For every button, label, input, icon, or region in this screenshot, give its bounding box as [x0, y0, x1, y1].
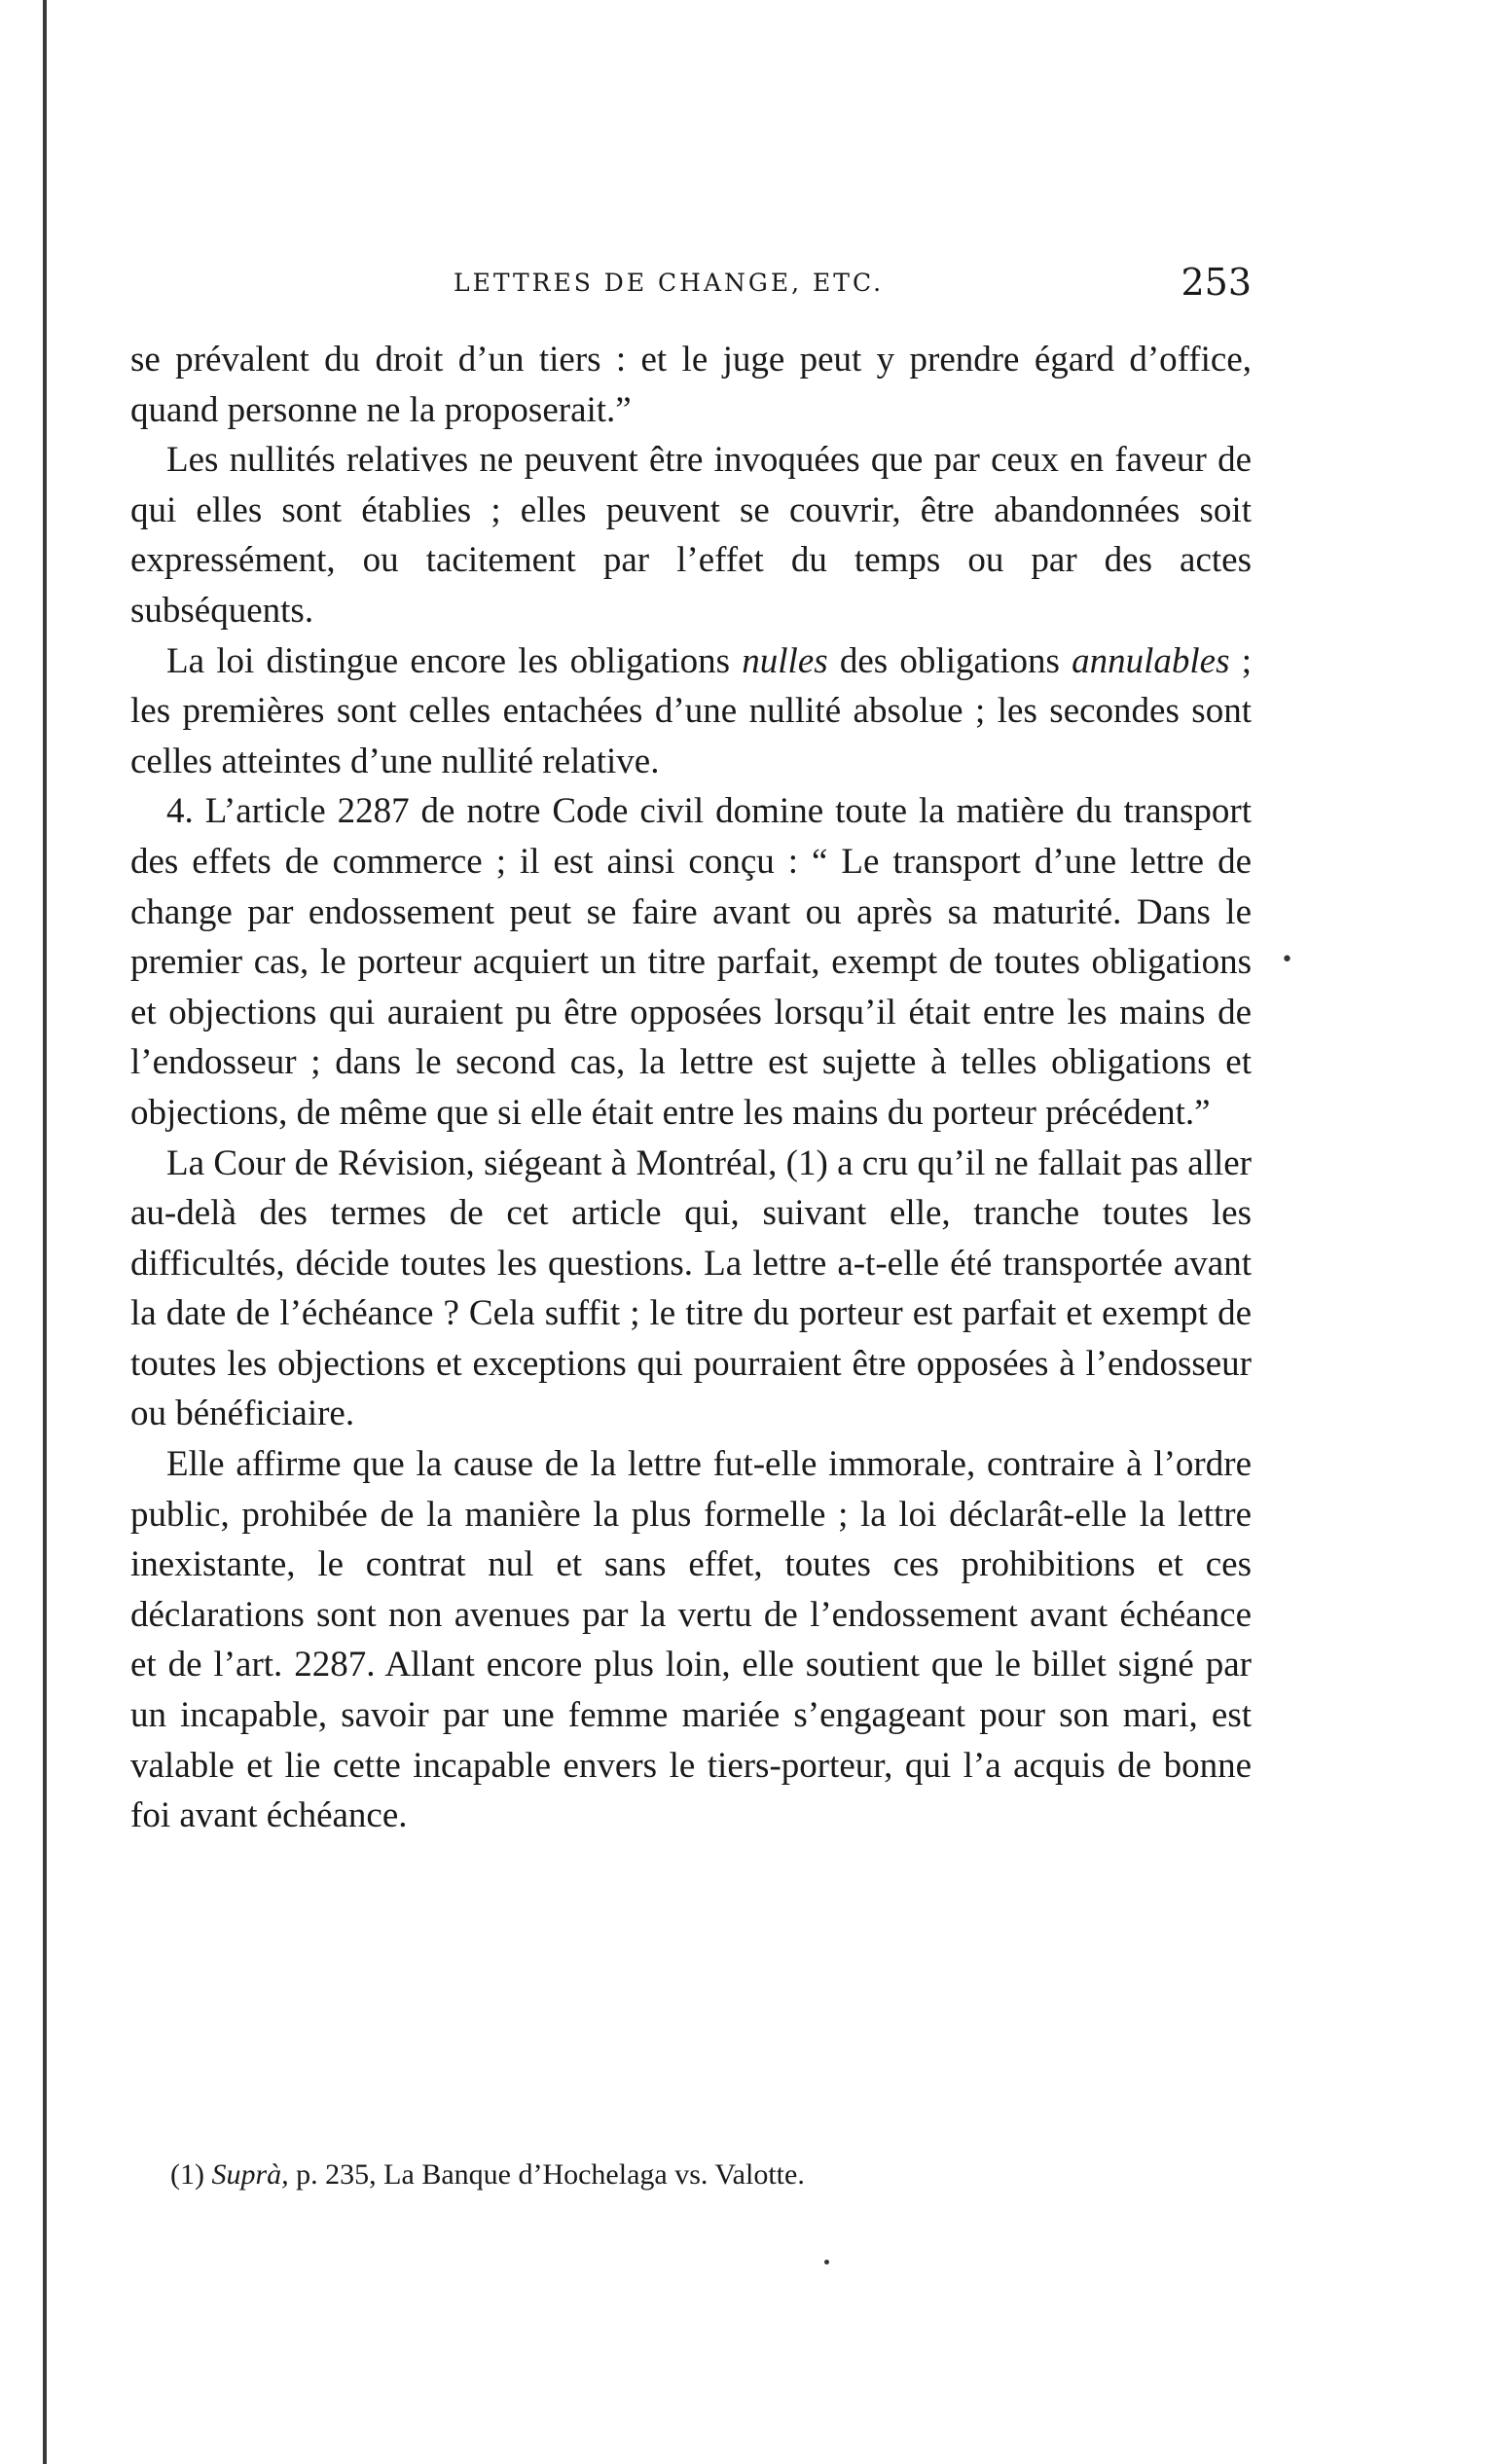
stray-dot — [824, 2260, 829, 2265]
paragraph-5: La Cour de Révision, siégeant à Montréal, (1) a cru qu’il ne fallait pas aller au-delà des termes de cet article qui, suivant elle, tranche toutes les difficultés, décide toutes les questions. La lettre a-t-elle été transportée avant la date de l’échéance ? Cela suffit ; le titre du porteur est parfait et exempt de toutes les objections et exceptions qui pourraient être opposées à l’endosseur ou bénéficiaire. — [130, 1142, 1252, 1434]
paragraph-2: Les nullités relatives ne peuvent être invoquées que par ceux en faveur de qui elles sont établies ; elles peuvent se couvrir, être abandonnées soit expressément, ou tacitement par l’effet du temps ou par des actes subséquents. — [130, 440, 1252, 631]
term-nulles: nulles — [742, 640, 828, 681]
page-header — [132, 261, 1252, 309]
paragraph-6: Elle affirme que la cause de la lettre fut-elle immorale, contraire à l’ordre public, prohibée de la manière la plus formelle ; la loi déclarât-elle la lettre inexistante, le contrat nul et sans effet, toutes ces prohibitions et ces déclarations sont non avenues par la vertu de l’endossement avant échéance et de l’art. 2287. Allant encore plus loin, elle soutient que le billet signé par un incapable, savoir par une femme mariée s’engageant pour son mari, est valable et lie cette incapable envers le tiers-porteur, qui l’a acquis de bonne foi avant échéance. — [130, 1444, 1252, 1836]
paragraph-3-part-3: ; les premières sont celles entachées d’une nullité absolue ; les secondes sont celles atteintes d’une nullité relative. — [130, 640, 1253, 781]
paragraph-3 — [130, 636, 1252, 787]
margin-mark: • — [1281, 948, 1293, 972]
paragraph-4: 4. L’article 2287 de notre Code civil domine toute la matière du transport des effets de commerce ; il est ainsi conçu : “ Le transport d’une lettre de change par endossement peut se faire avant ou après sa maturité. Dans le premier cas, le porteur acquiert un titre parfait, exempt de toutes obligations et objections qui auraient pu être opposées lorsqu’il était entre les mains de l’endosseur ; dans le second cas, la lettre est sujette à telles obligations et objections, de même que si elle était entre les mains du porteur précédent.” — [130, 791, 1252, 1133]
footnote-marker: (1) — [170, 2158, 204, 2191]
page-number: 253 — [1181, 261, 1252, 304]
footnote — [170, 2156, 1241, 2194]
running-head: LETTRES DE CHANGE, ETC. — [454, 269, 885, 297]
footnote-text: p. 235, La Banque d’Hochelaga vs. Valotte. — [288, 2158, 805, 2191]
paragraph-1: se prévalent du droit d’un tiers : et le juge peut y prendre égard d’office, quand personne ne la proposerait.” — [130, 340, 1252, 430]
paragraph-3-part-1: La loi distingue encore les obligations — [166, 640, 743, 681]
paragraph-3-part-2: des obligations — [827, 640, 1072, 681]
term-annulables: annulables — [1072, 640, 1230, 681]
footnote-ref: Suprà, — [211, 2158, 289, 2191]
body-text — [130, 335, 1252, 1841]
page-binding-edge — [43, 0, 47, 2464]
